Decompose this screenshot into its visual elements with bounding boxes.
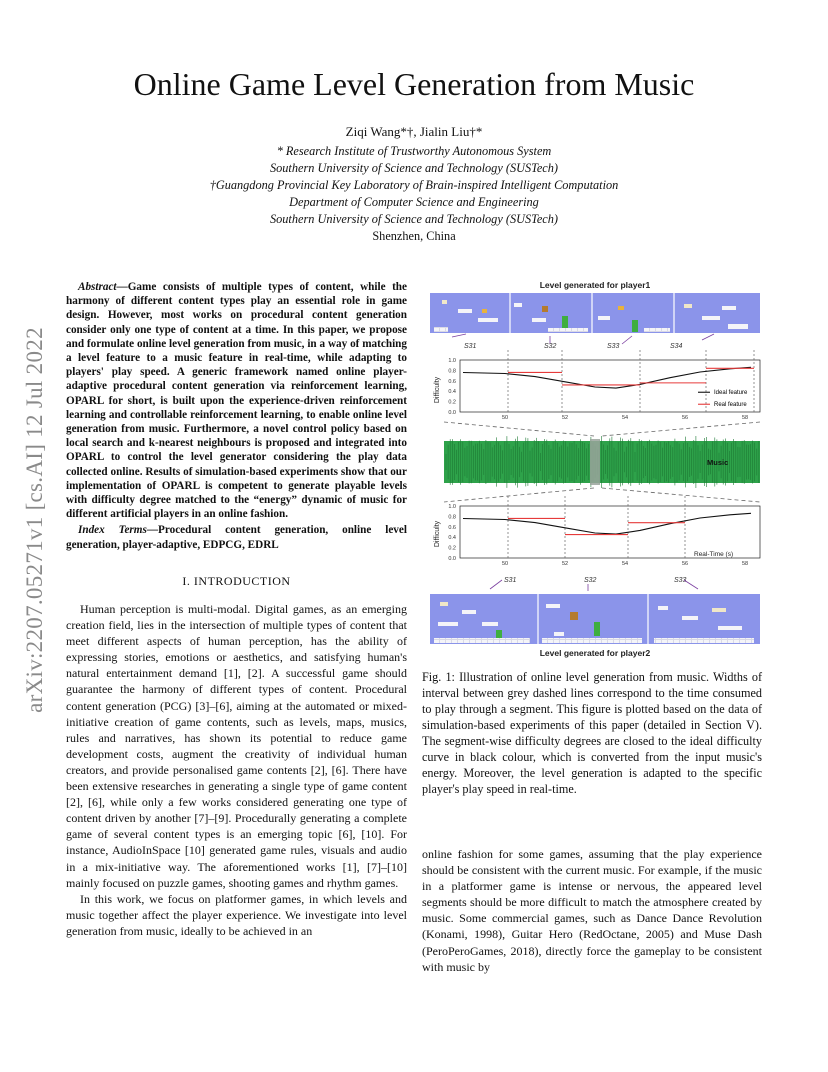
y-tick-label: 0.2 <box>448 545 456 552</box>
level-strip-player2 <box>430 594 760 644</box>
y-tick-label: 1.0 <box>448 358 456 364</box>
intro-paragraph-2: In this work, we focus on platformer games, in which levels and music together affect the player experience. We investigate into level generation from music, ideally to be achieved in an <box>66 891 407 938</box>
right-column-text <box>422 846 762 975</box>
ylabel-bottom: Difficulty <box>434 520 441 548</box>
funnel-bottom <box>444 488 760 502</box>
difficulty-chart-bottom <box>434 496 760 567</box>
abstract-text: —Game consists of multiple types of content, while the harmony of different content types play an essential role in game design. However, most works on procedural content generation consider only one type of content at a time. In this paper, we propose and formulate online level generation from music, in a way of matching a level feature to a music feature in real-time, while adapting to players' play speed. A generic framework named online player-adaptive procedural content generation via reinforcement learning, OPARL for short, is built upon the experience-driven reinforcement learning and controllable reinforcement learning, to enable online level generation from music. Furthermore, a novel control policy based on local search and k-nearest neighbours is proposed and integrated into OPARL to control the level generator considering the play data collected online. Results of simulation-based experiments show that our implementation of OPARL is competent to generate playable levels with difficulty degree matched to the “energy” dynamic of music for different artificial players in an online fashion. <box>66 281 407 521</box>
figure-caption: Fig. 1: Illustration of online level generation from music. Widths of interval between grey dashed lines correspond to the time consumed to play through a segment. This figure is plotted based on the data of simulation-based experiments of this paper (detailed in Section V). The segment-wise difficulty degrees are closed to the ideal difficulty curve in black colour, which is converted from the input music's energy. Moreover, the level generation is adapted to the specific player's play speed in real-time. <box>422 670 762 796</box>
y-tick-label: 0.8 <box>448 514 456 521</box>
y-tick-label: 0.4 <box>448 389 456 396</box>
author-line: Ziqi Wang*†, Jialin Liu†* <box>345 124 483 139</box>
ylabel-top: Difficulty <box>434 376 441 404</box>
music-waveform <box>444 436 760 488</box>
paper-title: Online Game Level Generation from Music <box>133 66 695 102</box>
segment-label-top-2: S32 <box>544 343 557 350</box>
xlabel-bottom: Real-Time (s) <box>694 551 734 558</box>
x-tick-label: 56 <box>681 561 689 567</box>
funnel-top <box>444 422 760 436</box>
figure-label-top: Level generated for player1 <box>539 280 651 290</box>
index-terms-text: —Procedural content generation, online level generation, player-adaptive, EDPCG, EDRL <box>66 524 407 551</box>
y-tick-label: 0.4 <box>448 535 456 542</box>
segment-label-top-4: S34 <box>670 343 683 350</box>
abstract-label: Abstract <box>78 281 117 293</box>
affiliation-5: Southern University of Science and Technology (SUSTech) <box>269 212 558 226</box>
ideal-feature-line <box>463 513 751 534</box>
segment-label-bottom-3: S33 <box>674 577 687 584</box>
introduction <box>66 601 407 939</box>
y-tick-label: 0.6 <box>448 524 456 531</box>
x-tick-label: 52 <box>561 415 569 421</box>
legend-ideal-label: Ideal feature <box>714 390 748 397</box>
x-tick-label: 54 <box>621 415 629 421</box>
y-tick-label: 0.8 <box>448 368 456 375</box>
figure-label-bottom: Level generated for player2 <box>539 648 651 658</box>
affiliation-6: Shenzhen, China <box>372 229 456 243</box>
legend-real-label: Real feature <box>714 402 747 409</box>
affiliation-2: Southern University of Science and Technology (SUSTech) <box>269 161 558 175</box>
index-terms-label: Index Terms <box>78 524 147 537</box>
intro-paragraph-1: Human perception is multi-modal. Digital games, as an emerging creation field, lies in the intersection of multiple types of content that meet different aspects of human perception, has the ability of expressing stories, emotions or aesthetics, and satisfying human's natural entertainment demand [1], [2]. A successful game should guarantee the harmony of different types of content. Procedural content generation (PCG) [3]–[6], aiming at the automated or mixed-initiative creation of game contents, such as levels, maps, musics, rules and narratives, has shown its potential to reduce game development costs, augment the creativity of individual human creators, and provide personalised game contents [2], [6]. There have been extensive researches in generating a single type of game content [2], [6], while only a few works considered generating one type of content driven by another [7]–[9]. Procedurally generating a complete game of several content types is an emerging topic [6], [10]. For instance, AudioInSpace [10] generated game rules, visuals and audio in a mix-initiative way. The aforementioned works [1], [7]–[10] mainly focused on puzzle games, shooting games and rhythm games. <box>66 602 407 890</box>
right-paragraph: online fashion for some games, assuming that the play experience should be consistent with the current music. For example, if the music in a platformer game is intense or nervous, the appeared level segments should be more difficult to match the atmosphere created by music. Some commercial games, such as Dance Dance Revolution (Konami, 1998), Guitar Hero (RedOctane, 2005) and Muse Dash (PeroPeroGames, 2018), directly force the gameplay to be consistent with music by <box>422 847 762 974</box>
arxiv-identifier <box>4 280 66 760</box>
y-tick-label: 0.6 <box>448 378 456 385</box>
abstract <box>66 280 407 552</box>
affiliation-1: * Research Institute of Trustworthy Autonomous System <box>276 144 552 158</box>
y-tick-label: 0.0 <box>448 556 456 562</box>
arxiv-id-text: arXiv:2207.05271v1 [cs.AI] 12 Jul 2022 <box>22 327 47 713</box>
music-label: Music <box>707 458 729 467</box>
affiliation-4: Department of Computer Science and Engineering <box>289 195 539 209</box>
segment-label-bottom-1: S31 <box>504 577 517 584</box>
x-tick-label: 54 <box>621 561 629 567</box>
figure-1 <box>422 276 768 664</box>
x-tick-label: 58 <box>741 415 749 421</box>
section-heading: I. INTRODUCTION <box>182 574 291 588</box>
x-tick-label: 58 <box>741 561 749 567</box>
level-strip-player1 <box>430 293 760 333</box>
x-tick-label: 50 <box>501 415 509 421</box>
x-tick-label: 50 <box>501 561 509 567</box>
segment-label-top-3: S33 <box>607 343 620 350</box>
y-tick-label: 1.0 <box>448 504 456 510</box>
segment-label-bottom-2: S32 <box>584 577 597 584</box>
y-tick-label: 0.2 <box>448 399 456 406</box>
segment-label-top-1: S31 <box>464 343 477 350</box>
affiliation-3: †Guangdong Provincial Key Laboratory of Brain-inspired Intelligent Computation <box>209 178 619 192</box>
x-tick-label: 56 <box>681 415 689 421</box>
x-tick-label: 52 <box>561 561 569 567</box>
difficulty-chart-top <box>434 350 760 421</box>
y-tick-label: 0.0 <box>448 410 456 416</box>
